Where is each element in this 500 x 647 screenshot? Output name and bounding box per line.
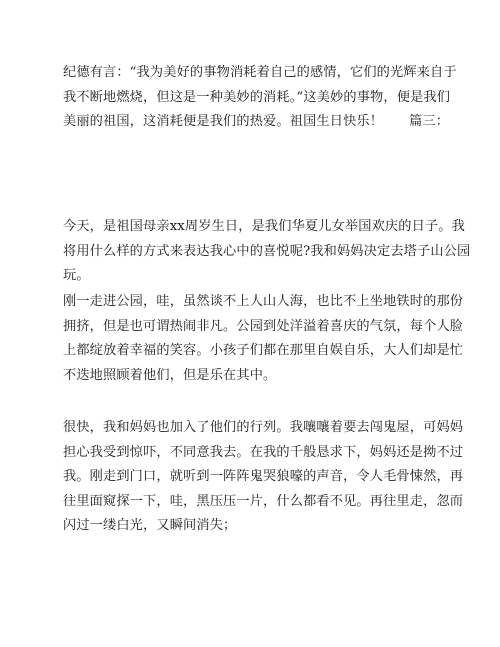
paragraph-park [63,290,464,388]
text-line: 今天，是祖国母亲xx周岁生日，是我们华夏儿女举国欢庆的日子。我 [63,219,465,234]
text-line: 我。刚走到门口，就听到一阵阵鬼哭狼嚎的声音，令人毛骨悚然，再 [63,469,464,484]
text-line: 很快，我和妈妈也加入了他们的行列。我嚷嚷着要去闯鬼屋，可妈妈 [63,420,464,435]
text-line: 美丽的祖国，这消耗便是我们的热爱。祖国生日快乐！ [63,114,384,129]
text-line: 不迭地照顾着他们，但是乐在其中。 [63,367,277,383]
text-line-with-heading [63,110,450,135]
text-line: 将用什么样的方式来表达我心中的喜悦呢?我和妈妈决定去塔子山公园 [63,243,471,259]
paragraph-intro [63,215,471,289]
text-line: 纪德有言：“我为美好的事物消耗着自己的感情，它们的光辉来自于 [63,65,457,80]
text-line: 刚一走进公园，哇，虽然谈不上人山人海，也比不上坐地铁时的那份 [63,294,464,309]
text-line: 我不断地燃烧，但这是一种美妙的消耗。”这美妙的事物，便是我们 [63,89,451,105]
paragraph-quote [63,61,457,135]
text-line: 闪过一缕白光，又瞬间消失； [63,518,237,533]
text-line: 往里面窥探一下，哇，黑压压一片，什么都看不见。再往里走，忽而 [63,493,464,509]
text-line: 拥挤，但是也可谓热闹非凡。公园到处洋溢着喜庆的气氛，每个人脸 [63,318,464,334]
text-line: 玩。 [63,268,90,283]
text-line: 担心我受到惊吓，不同意我去。在我的千般恳求下，妈妈还是拗不过 [63,444,464,460]
section-heading: 篇三： [409,114,450,129]
text-line: 上都绽放着幸福的笑容。小孩子们都在那里自娱自乐，大人们却是忙 [63,343,464,358]
paragraph-haunted-house [63,416,464,539]
